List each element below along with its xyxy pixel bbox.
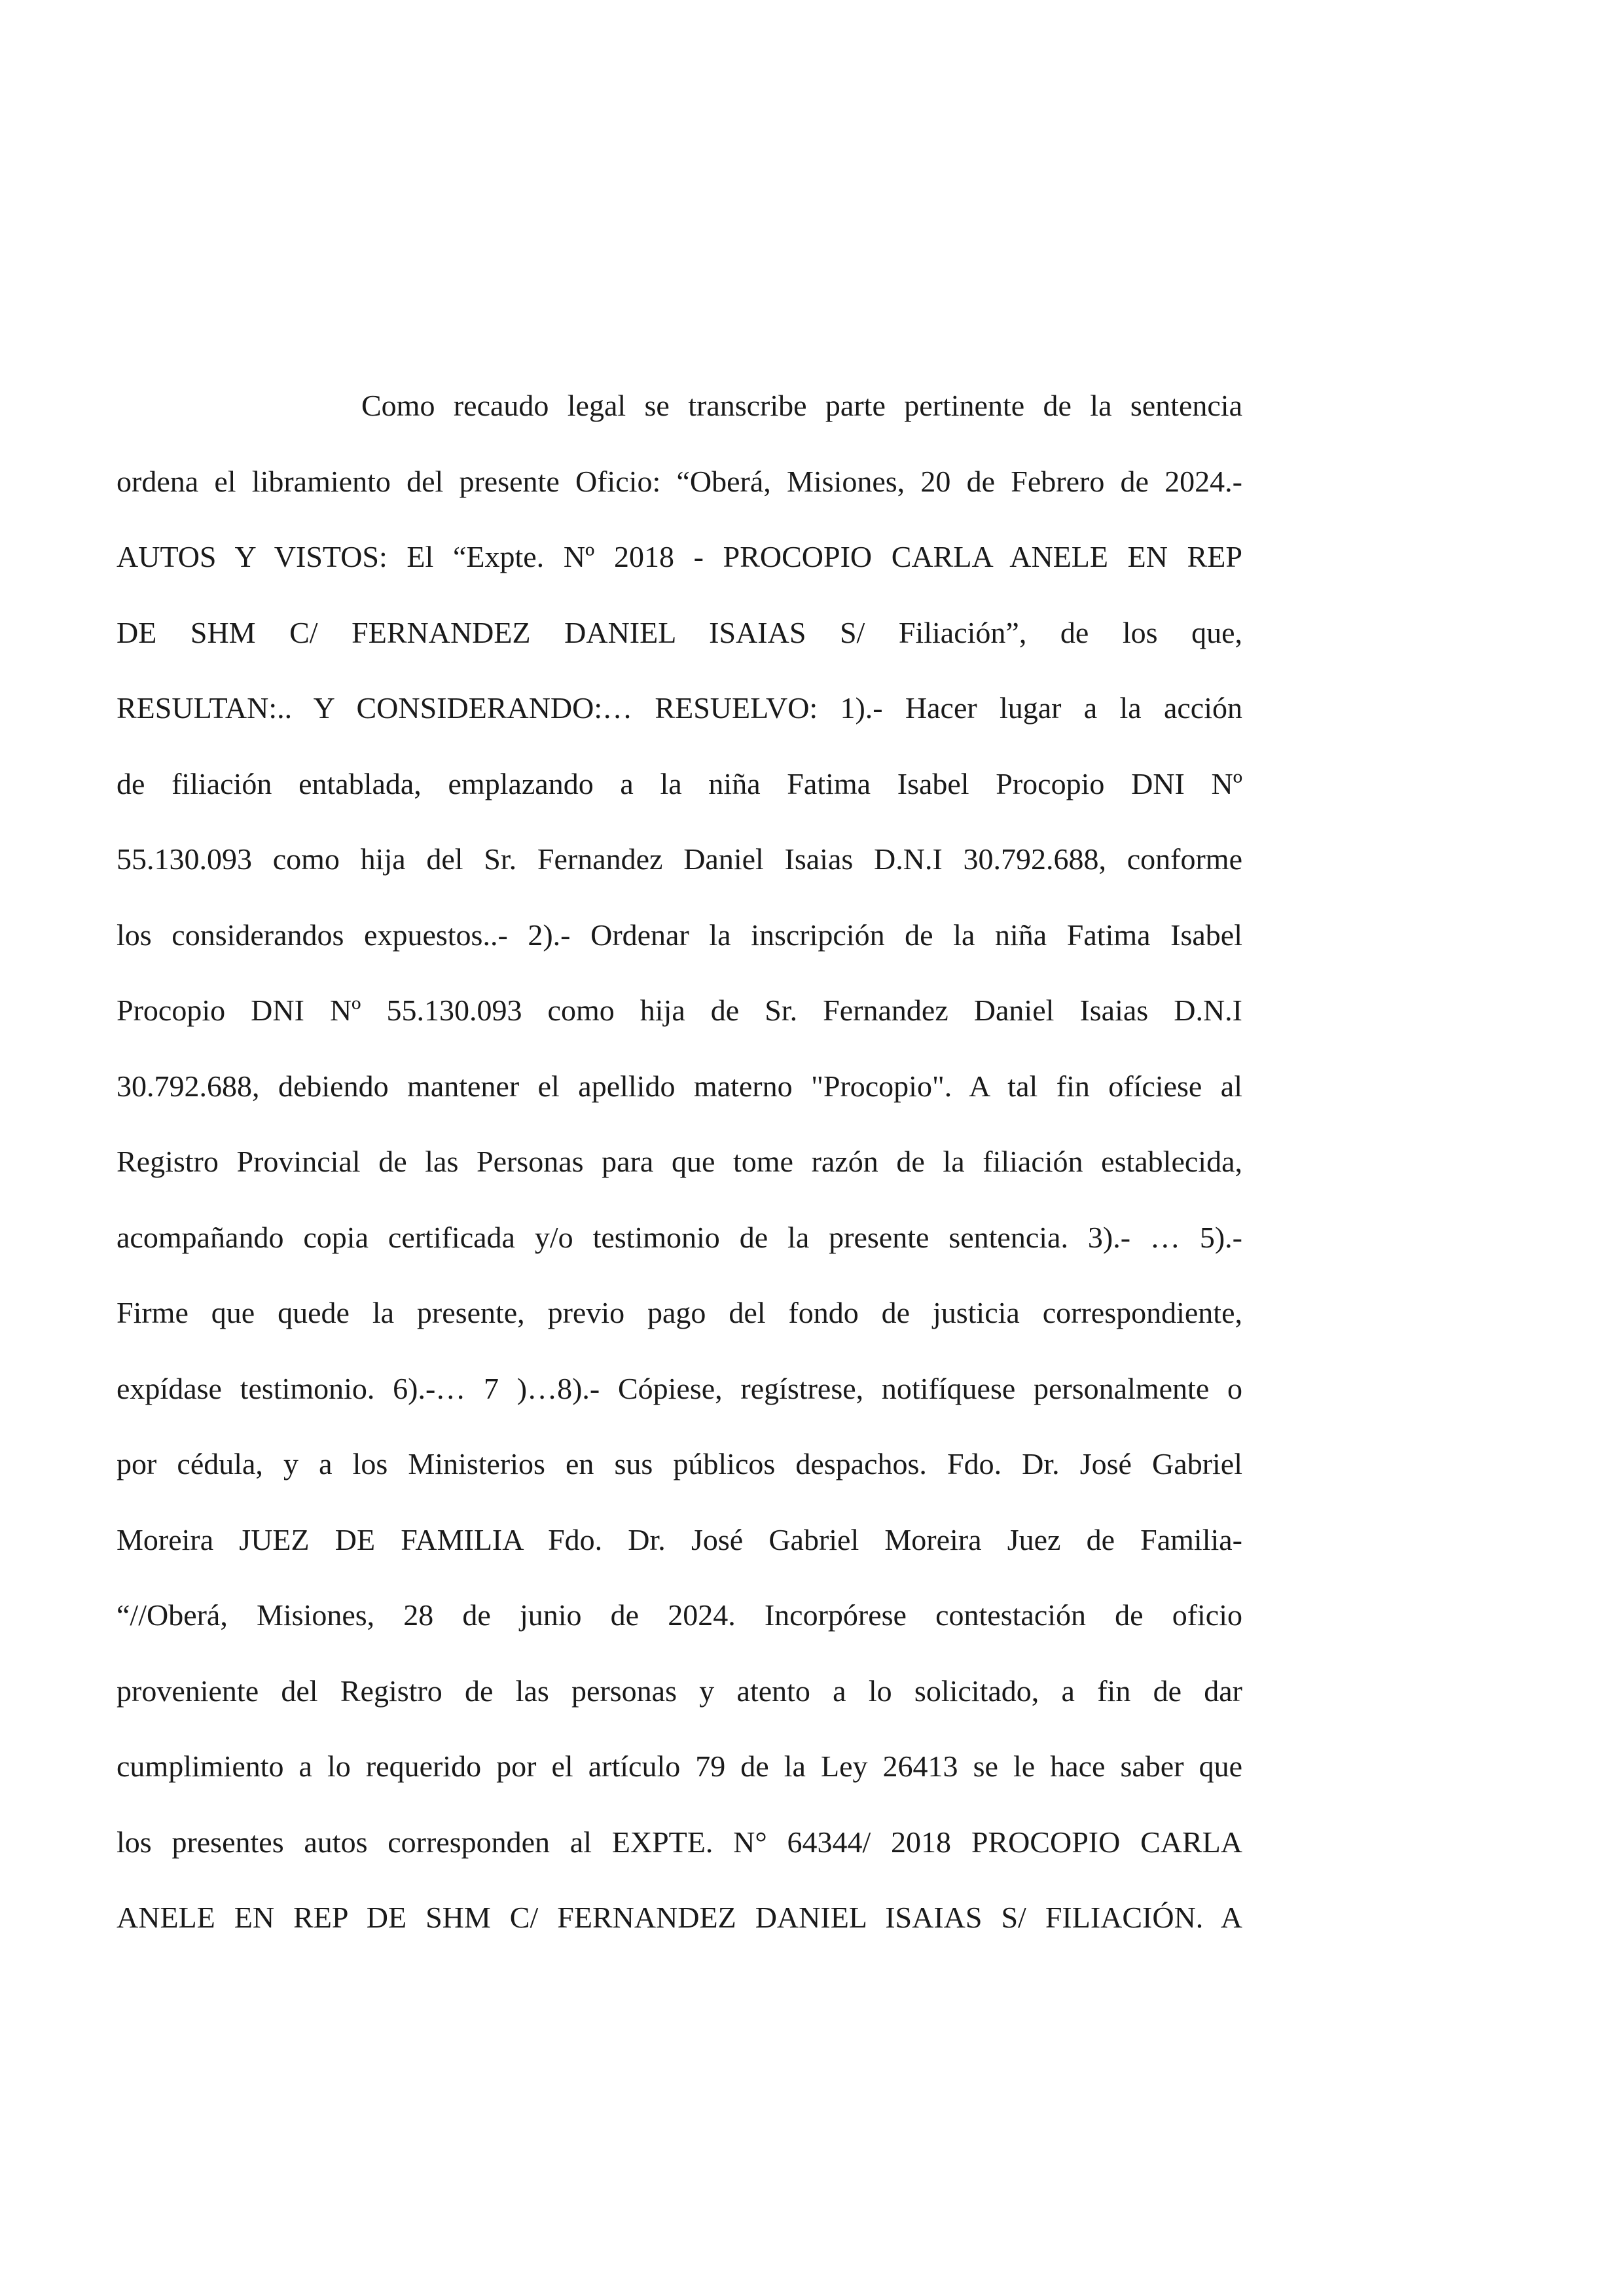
document-body-paragraph	[117, 380, 1242, 1967]
text-line: Procopio DNI Nº 55.130.093 como hija de Sr. Fernandez Daniel Isaias D.N.I	[117, 994, 1242, 1027]
text-line: DE SHM C/ FERNANDEZ DANIEL ISAIAS S/ Filiación”, de los que,	[117, 615, 1242, 649]
text-line: 55.130.093 como hija del Sr. Fernandez Daniel Isaias D.N.I 30.792.688, conforme	[117, 842, 1242, 876]
text-line: Moreira JUEZ DE FAMILIA Fdo. Dr. José Gabriel Moreira Juez de Familia-	[117, 1522, 1242, 1556]
text-line: acompañando copia certificada y/o testimonio de la presente sentencia. 3).- … 5).-	[117, 1220, 1242, 1254]
text-line: los considerandos expuestos..- 2).- Ordenar la inscripción de la niña Fatima Isabel	[117, 918, 1242, 952]
text-line: expídase testimonio. 6).-… 7 )…8).- Cópiese, regístrese, notifíquese personalmente o	[117, 1371, 1242, 1405]
text-line: de filiación entablada, emplazando a la niña Fatima Isabel Procopio DNI Nº	[117, 766, 1242, 800]
text-line: los presentes autos corresponden al EXPTE. N° 64344/ 2018 PROCOPIO CARLA	[117, 1825, 1242, 1859]
text-line: “//Oberá, Misiones, 28 de junio de 2024. Incorpórese contestación de oficio	[117, 1598, 1242, 1632]
text-line: AUTOS Y VISTOS: El “Expte. Nº 2018 - PROCOPIO CARLA ANELE EN REP	[117, 540, 1242, 573]
text-line: ANELE EN REP DE SHM C/ FERNANDEZ DANIEL ISAIAS S/ FILIACIÓN. A	[117, 1901, 1242, 1934]
text-line: 30.792.688, debiendo mantener el apellido materno "Procopio". A tal fin ofíciese al	[117, 1069, 1242, 1103]
text-line: cumplimiento a lo requerido por el artículo 79 de la Ley 26413 se le hace saber que	[117, 1749, 1242, 1783]
text-line: RESULTAN:.. Y CONSIDERANDO:… RESUELVO: 1).- Hacer lugar a la acción	[117, 691, 1242, 725]
text-line: Como recaudo legal se transcribe parte pertinente de la sentencia	[361, 389, 1242, 422]
text-line: Firme que quede la presente, previo pago del fondo de justicia correspondiente,	[117, 1296, 1242, 1329]
text-line: por cédula, y a los Ministerios en sus públicos despachos. Fdo. Dr. José Gabriel	[117, 1447, 1242, 1480]
text-line: ordena el libramiento del presente Oficio: “Oberá, Misiones, 20 de Febrero de 2024.-	[117, 464, 1242, 498]
text-line: proveniente del Registro de las personas y atento a lo solicitado, a fin de dar	[117, 1674, 1242, 1708]
text-line: Registro Provincial de las Personas para que tome razón de la filiación establecida,	[117, 1145, 1242, 1178]
